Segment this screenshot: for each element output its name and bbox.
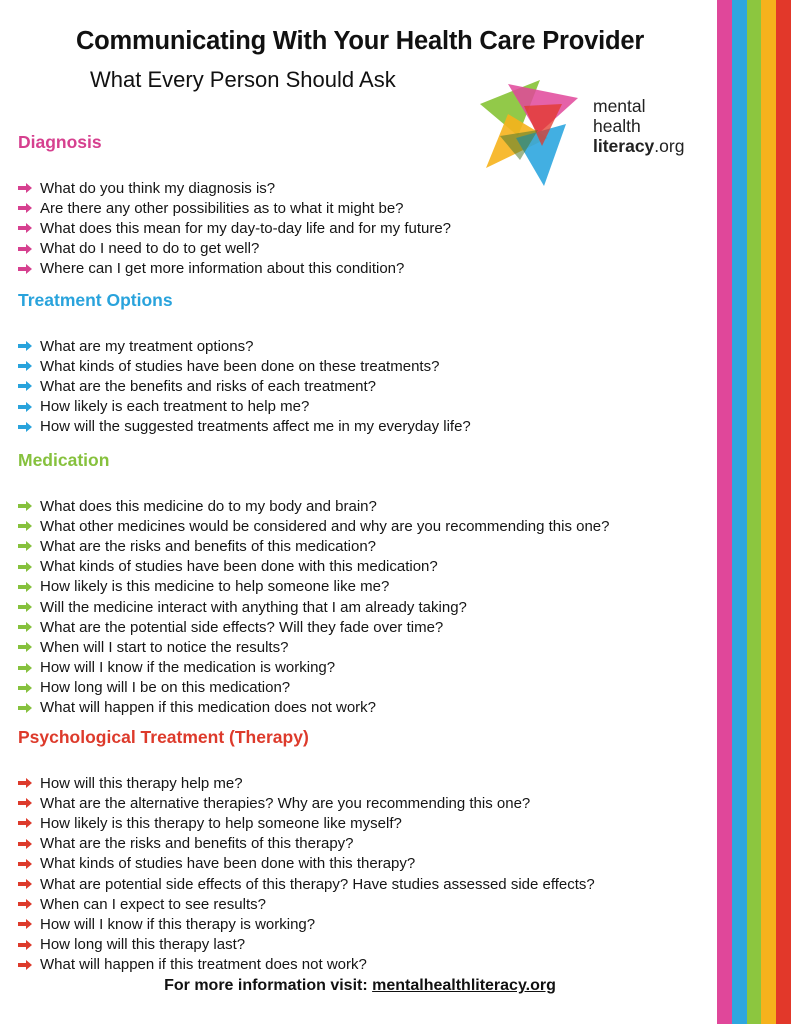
question-item	[18, 678, 718, 698]
question-text: How likely is each treatment to help me?	[40, 398, 310, 416]
question-item	[18, 178, 718, 198]
question-item	[18, 813, 718, 833]
section-heading: Diagnosis	[18, 132, 102, 152]
question-item	[18, 259, 718, 279]
arrow-right-icon	[18, 501, 32, 511]
arrow-right-icon	[18, 541, 32, 551]
question-text: What are potential side effects of this therapy? Have studies assessed side effects?	[40, 875, 595, 893]
question-text: Are there any other possibilities as to what it might be?	[40, 199, 404, 217]
question-text: How will the suggested treatments affect me in my everyday life?	[40, 418, 471, 436]
footer-link[interactable]: mentalhealthliteracy.org	[372, 977, 556, 994]
question-text: What kinds of studies have been done with this therapy?	[40, 855, 416, 873]
question-text: What kinds of studies have been done on these treatments?	[40, 357, 440, 375]
logo-line-mental: mental	[593, 96, 646, 116]
question-item	[18, 496, 718, 516]
question-text: How will this therapy help me?	[40, 774, 243, 792]
arrow-right-icon	[18, 919, 32, 929]
arrow-right-icon	[18, 703, 32, 713]
logo-line-health: health	[593, 116, 641, 136]
question-item	[18, 376, 718, 396]
question-item	[18, 935, 718, 955]
question-text: What are the benefits and risks of each treatment?	[40, 377, 377, 395]
footer-label: For more information visit:	[164, 977, 368, 994]
arrow-right-icon	[18, 960, 32, 970]
question-list	[18, 773, 718, 975]
arrow-right-icon	[18, 521, 32, 531]
arrow-right-icon	[18, 223, 32, 233]
question-item	[18, 617, 718, 637]
question-text: What do you think my diagnosis is?	[40, 179, 276, 197]
section-treatment-options	[18, 290, 718, 437]
question-item	[18, 516, 718, 536]
question-text: What are the potential side effects? Will they fade over time?	[40, 618, 444, 636]
arrow-right-icon	[18, 361, 32, 371]
question-item	[18, 218, 718, 238]
question-item	[18, 698, 718, 718]
question-item	[18, 793, 718, 813]
arrow-right-icon	[18, 899, 32, 909]
question-item	[18, 239, 718, 259]
arrow-right-icon	[18, 381, 32, 391]
arrow-right-icon	[18, 818, 32, 828]
question-item	[18, 198, 718, 218]
question-item	[18, 557, 718, 577]
question-item	[18, 854, 718, 874]
arrow-right-icon	[18, 622, 32, 632]
question-text: When will I start to notice the results?	[40, 638, 289, 656]
question-text: Will the medicine interact with anything that I am already taking?	[40, 598, 467, 616]
arrow-right-icon	[18, 940, 32, 950]
question-list	[18, 178, 718, 279]
question-text: How likely is this medicine to help someone like me?	[40, 578, 390, 596]
arrow-right-icon	[18, 244, 32, 254]
arrow-right-icon	[18, 798, 32, 808]
section-heading: Psychological Treatment (Therapy)	[18, 727, 309, 747]
page-title: Communicating With Your Health Care Provider	[75, 27, 645, 55]
question-text: How will I know if the medication is working?	[40, 659, 336, 677]
arrow-right-icon	[18, 879, 32, 889]
question-item	[18, 336, 718, 356]
question-item	[18, 914, 718, 934]
question-text: What do I need to do to get well?	[40, 240, 260, 258]
question-item	[18, 417, 718, 437]
question-item	[18, 597, 718, 617]
arrow-right-icon	[18, 402, 32, 412]
page-subtitle: What Every Person Should Ask	[90, 67, 396, 92]
stripe-blue	[732, 0, 747, 1024]
arrow-right-icon	[18, 778, 32, 788]
arrow-right-icon	[18, 341, 32, 351]
question-text: What are the risks and benefits of this therapy?	[40, 835, 354, 853]
section-therapy	[18, 727, 718, 975]
stripe-yellow	[761, 0, 776, 1024]
section-heading: Treatment Options	[18, 290, 173, 310]
question-text: How will I know if this therapy is working?	[40, 915, 316, 933]
question-text: What will happen if this treatment does not work?	[40, 956, 367, 974]
question-item	[18, 536, 718, 556]
question-item	[18, 637, 718, 657]
question-item	[18, 955, 718, 975]
section-medication	[18, 450, 718, 718]
arrow-right-icon	[18, 839, 32, 849]
arrow-right-icon	[18, 663, 32, 673]
question-text: How long will I be on this medication?	[40, 679, 291, 697]
question-text: What will happen if this medication does not work?	[40, 699, 377, 717]
arrow-right-icon	[18, 683, 32, 693]
question-item	[18, 397, 718, 417]
arrow-right-icon	[18, 582, 32, 592]
question-text: What kinds of studies have been done with this medication?	[40, 558, 438, 576]
question-text: Where can I get more information about this condition?	[40, 260, 405, 278]
arrow-right-icon	[18, 642, 32, 652]
question-list	[18, 336, 718, 437]
arrow-right-icon	[18, 203, 32, 213]
arrow-right-icon	[18, 183, 32, 193]
question-text: What does this mean for my day-to-day life and for my future?	[40, 219, 452, 237]
section-heading: Medication	[18, 450, 110, 470]
question-item	[18, 356, 718, 376]
question-text: What does this medicine do to my body and brain?	[40, 497, 377, 515]
arrow-right-icon	[18, 264, 32, 274]
arrow-right-icon	[18, 602, 32, 612]
question-item	[18, 874, 718, 894]
arrow-right-icon	[18, 562, 32, 572]
stripe-pink	[717, 0, 732, 1024]
question-item	[18, 577, 718, 597]
question-item	[18, 658, 718, 678]
question-text: What other medicines would be considered and why are you recommending this one?	[40, 517, 610, 535]
arrow-right-icon	[18, 859, 32, 869]
logo-org-suffix: .org	[654, 136, 685, 156]
arrow-right-icon	[18, 422, 32, 432]
question-item	[18, 894, 718, 914]
question-text: What are my treatment options?	[40, 337, 254, 355]
question-text: What are the risks and benefits of this medication?	[40, 537, 377, 555]
question-item	[18, 773, 718, 793]
stripe-red	[776, 0, 791, 1024]
question-text: What are the alternative therapies? Why are you recommending this one?	[40, 794, 531, 812]
question-item	[18, 834, 718, 854]
question-text: How likely is this therapy to help someone like myself?	[40, 814, 402, 832]
section-diagnosis	[18, 132, 718, 279]
footer	[0, 977, 720, 995]
question-text: When can I expect to see results?	[40, 895, 266, 913]
color-stripes	[717, 0, 791, 1024]
question-text: How long will this therapy last?	[40, 936, 246, 954]
logo-literacy-word: literacy	[593, 136, 655, 156]
stripe-green	[747, 0, 762, 1024]
question-list	[18, 496, 718, 718]
